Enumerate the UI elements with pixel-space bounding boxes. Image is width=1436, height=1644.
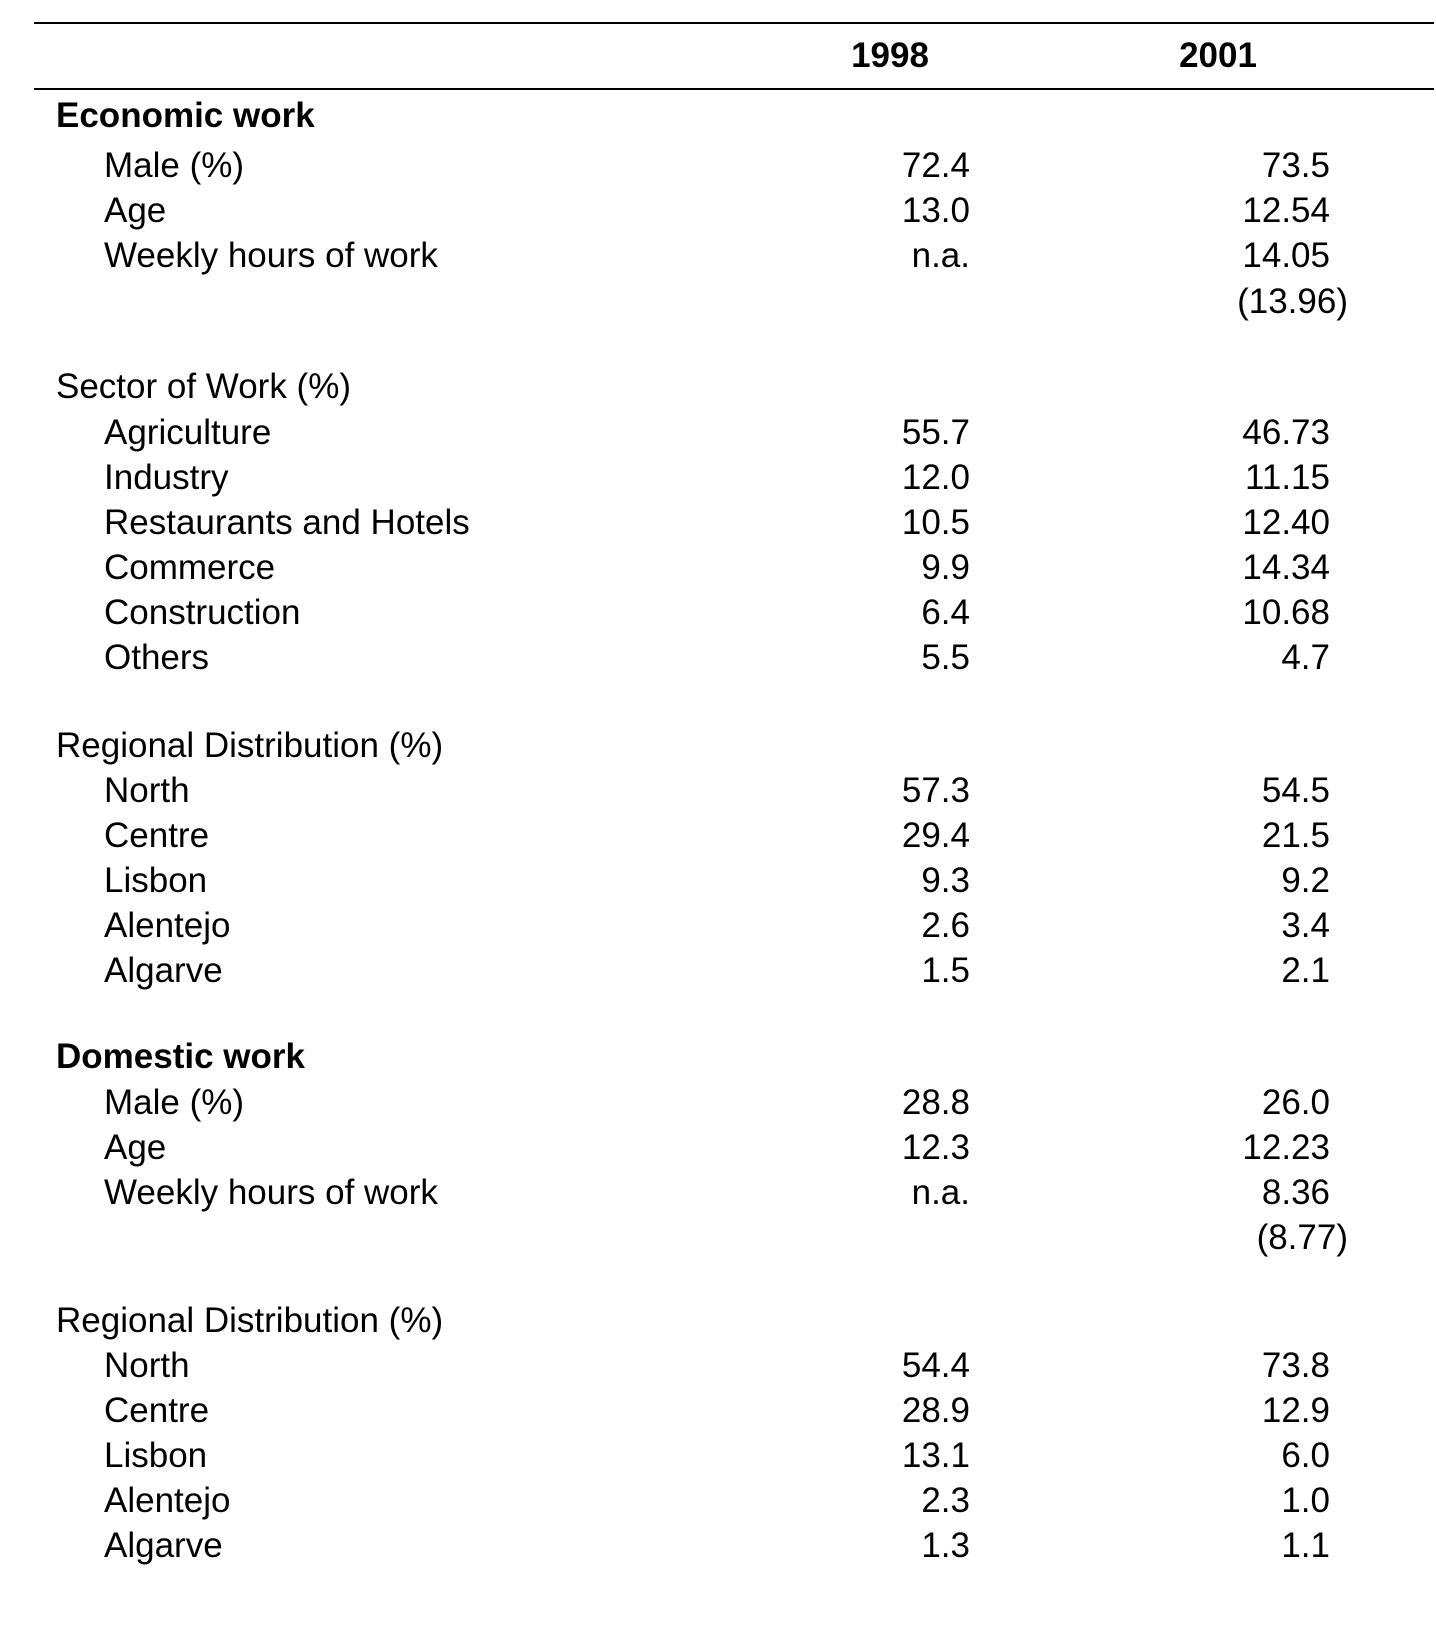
row-label: Lisbon [104,861,208,900]
value-2001: 54.5 [1261,771,1330,810]
value-1998: 57.3 [901,771,970,810]
value-1998: 13.0 [901,191,970,230]
subsection-heading: Regional Distribution (%) [56,726,444,765]
value-2001: 12.54 [1242,191,1330,230]
value-1998: 5.5 [921,638,970,677]
row-label: Others [104,638,210,677]
subsection-heading: Regional Distribution (%) [56,1301,444,1340]
row-label: Lisbon [104,1436,208,1475]
value-1998: 10.5 [901,503,970,542]
row-label: Age [104,1128,167,1167]
row-label: Construction [104,593,301,632]
value-1998: 1.5 [921,951,970,990]
value-1998: 12.3 [901,1128,970,1167]
value-1998: 6.4 [921,593,970,632]
table-header-rule [34,88,1434,90]
row-label: Algarve [104,1526,223,1565]
row-label: Alentejo [104,906,231,945]
row-label: North [104,1346,190,1385]
value-2001-note: (8.77) [1256,1218,1348,1257]
row-label: Age [104,191,167,230]
value-2001: 2.1 [1281,951,1330,990]
value-1998: 9.9 [921,548,970,587]
value-1998: 29.4 [901,816,970,855]
table-top-rule [34,22,1434,24]
row-label: Algarve [104,951,223,990]
value-2001: 1.0 [1281,1481,1330,1520]
value-2001: 73.5 [1261,146,1330,185]
row-label: Restaurants and Hotels [104,503,470,542]
subsection-heading: Sector of Work (%) [56,367,351,406]
value-1998: 1.3 [921,1526,970,1565]
row-label: Centre [104,816,210,855]
value-2001: 8.36 [1261,1173,1330,1212]
value-2001: 12.23 [1242,1128,1330,1167]
value-2001: 12.9 [1261,1391,1330,1430]
value-2001: 14.05 [1242,236,1330,275]
value-2001: 73.8 [1261,1346,1330,1385]
column-header-1998: 1998 [851,36,929,75]
value-2001: 3.4 [1281,906,1330,945]
value-2001: 11.15 [1245,458,1330,497]
row-label: Alentejo [104,1481,231,1520]
value-1998: 13.1 [901,1436,970,1475]
row-label: Industry [104,458,229,497]
value-1998: n.a. [911,236,970,275]
column-header-2001: 2001 [1179,36,1257,75]
value-2001: 26.0 [1261,1083,1330,1122]
value-2001: 10.68 [1242,593,1330,632]
value-2001: 14.34 [1242,548,1330,587]
row-label: Weekly hours of work [104,236,438,275]
row-label: Commerce [104,548,276,587]
row-label: North [104,771,190,810]
section-heading: Domestic work [56,1037,305,1076]
value-2001: 12.40 [1242,503,1330,542]
row-label: Agriculture [104,413,272,452]
value-2001: 6.0 [1281,1436,1330,1475]
value-1998: 28.8 [901,1083,970,1122]
value-1998: 72.4 [901,146,970,185]
value-1998: 54.4 [901,1346,970,1385]
section-heading: Economic work [56,96,315,135]
value-2001: 1.1 [1281,1526,1330,1565]
value-1998: n.a. [911,1173,970,1212]
value-1998: 2.6 [921,906,970,945]
value-2001-note: (13.96) [1237,282,1348,321]
value-1998: 55.7 [901,413,970,452]
row-label: Centre [104,1391,210,1430]
value-2001: 21.5 [1261,816,1330,855]
value-2001: 9.2 [1281,861,1330,900]
row-label: Male (%) [104,1083,245,1122]
value-1998: 9.3 [921,861,970,900]
row-label: Male (%) [104,146,245,185]
value-2001: 46.73 [1242,413,1330,452]
row-label: Weekly hours of work [104,1173,438,1212]
value-1998: 28.9 [901,1391,970,1430]
value-1998: 2.3 [921,1481,970,1520]
value-1998: 12.0 [901,458,970,497]
value-2001: 4.7 [1281,638,1330,677]
